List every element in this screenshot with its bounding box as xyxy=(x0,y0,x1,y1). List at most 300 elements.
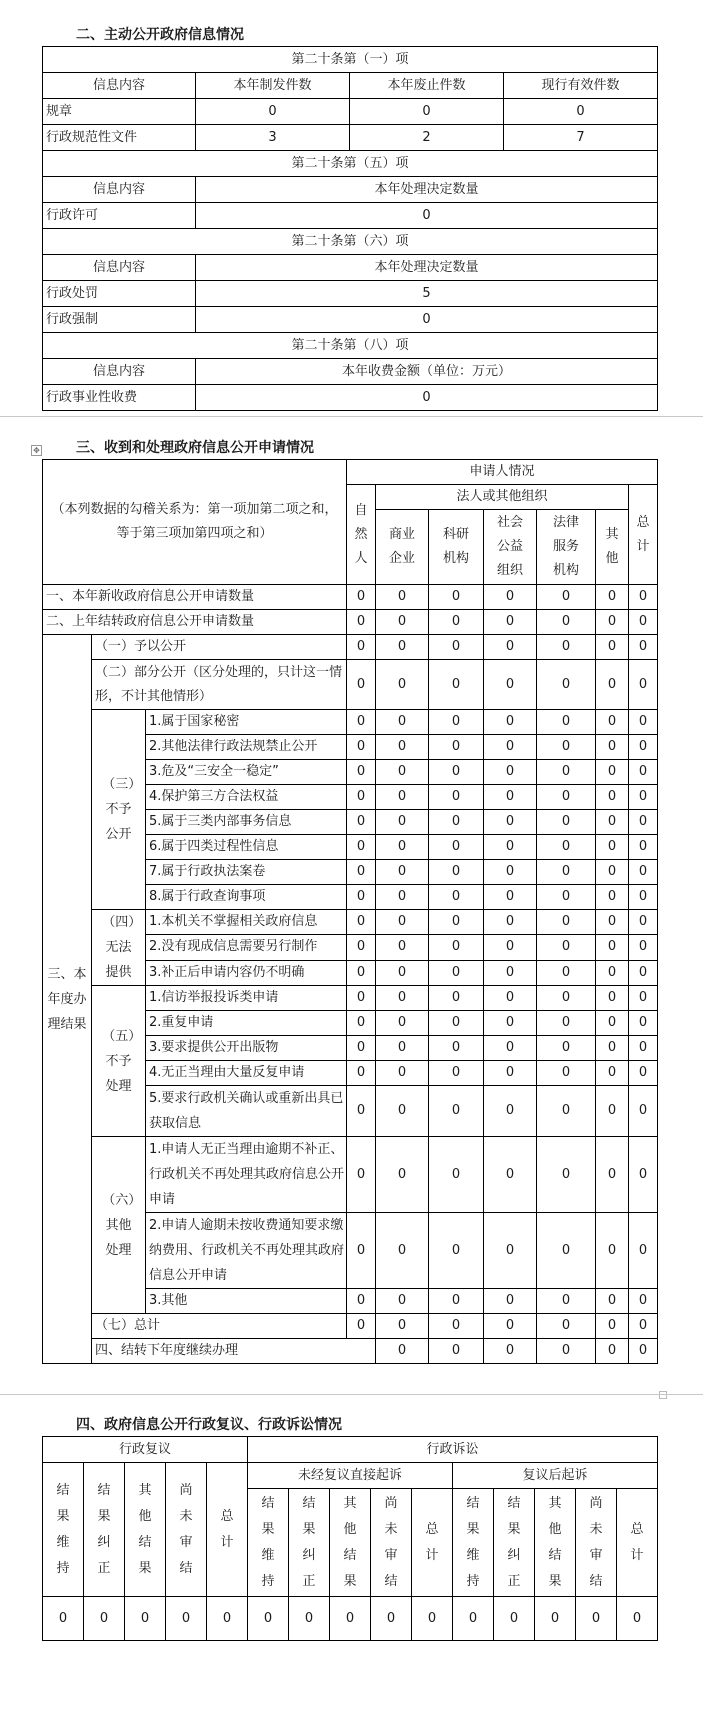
section3-heading: 三、收到和处理政府信息公开申请情况 xyxy=(76,440,314,456)
value-cell: 0 xyxy=(596,1011,629,1036)
value-cell: 0 xyxy=(596,885,629,910)
value-cell: 0 xyxy=(537,760,596,785)
value-cell: 0 xyxy=(484,1036,537,1061)
column-header: 信息内容 xyxy=(43,255,196,281)
row-label: 3.危及“三安全一稳定” xyxy=(146,760,347,785)
table-row xyxy=(43,610,658,635)
value-cell: 0 xyxy=(484,1061,537,1086)
value-cell: 0 xyxy=(596,1289,629,1314)
row-label: 4.保护第三方合法权益 xyxy=(146,785,347,810)
subgroup-label: （三）不予公开 xyxy=(92,710,146,910)
value-cell: 0 xyxy=(484,1011,537,1036)
value-cell: 0 xyxy=(596,1339,629,1364)
value-cell: 0 xyxy=(629,1011,658,1036)
value-cell: 0 xyxy=(484,1137,537,1213)
column-header: 其他结果 xyxy=(535,1489,576,1597)
page-break xyxy=(0,1394,703,1395)
value-cell: 0 xyxy=(429,1061,484,1086)
value-cell: 0 xyxy=(484,760,537,785)
value-cell: 0 xyxy=(347,910,376,935)
value-cell: 0 xyxy=(429,835,484,860)
value-cell: 0 xyxy=(84,1597,125,1641)
value-cell: 0 xyxy=(537,1011,596,1036)
header-row xyxy=(43,73,658,99)
value-cell: 0 xyxy=(537,860,596,885)
row-label: 1.信访举报投诉类申请 xyxy=(146,986,347,1011)
value-cell: 0 xyxy=(484,1339,537,1364)
column-header: 行政诉讼 xyxy=(248,1437,658,1463)
value-cell: 0 xyxy=(125,1597,166,1641)
value-cell: 0 xyxy=(429,910,484,935)
row-label: 行政强制 xyxy=(43,307,196,333)
value-cell: 0 xyxy=(596,1086,629,1137)
value-cell: 0 xyxy=(429,860,484,885)
article-title: 第二十条第（五）项 xyxy=(43,151,658,177)
value-cell: 0 xyxy=(494,1597,535,1641)
value-cell: 0 xyxy=(484,735,537,760)
value-cell: 0 xyxy=(484,910,537,935)
group-label: 三、本年度办理结果 xyxy=(43,635,92,1364)
value-cell: 0 xyxy=(347,885,376,910)
column-header: 结果纠正 xyxy=(494,1489,535,1597)
column-header: 信息内容 xyxy=(43,359,196,385)
row-label: 行政许可 xyxy=(43,203,196,229)
table-row xyxy=(43,1137,658,1213)
column-header: 现行有效件数 xyxy=(504,73,658,99)
value-cell: 0 xyxy=(537,1213,596,1289)
column-header: 信息内容 xyxy=(43,73,196,99)
value-cell: 0 xyxy=(596,585,629,610)
table-row xyxy=(43,99,658,125)
section2-heading: 二、主动公开政府信息情况 xyxy=(76,27,244,43)
article-title: 第二十条第（八）项 xyxy=(43,333,658,359)
row-label: 一、本年新收政府信息公开申请数量 xyxy=(43,585,347,610)
column-header: 申请人情况 xyxy=(347,460,658,485)
value-cell: 0 xyxy=(376,860,429,885)
value-cell: 0 xyxy=(537,810,596,835)
value-cell: 0 xyxy=(537,1061,596,1086)
value-cell: 0 xyxy=(429,960,484,985)
value-cell: 0 xyxy=(347,635,376,660)
row-label: 行政事业性收费 xyxy=(43,385,196,411)
table-row xyxy=(43,660,658,710)
value-cell: 0 xyxy=(347,1061,376,1086)
value-cell: 2 xyxy=(350,125,504,151)
value-cell: 0 xyxy=(484,960,537,985)
value-cell: 0 xyxy=(629,835,658,860)
value-cell: 0 xyxy=(429,610,484,635)
value-cell: 0 xyxy=(429,785,484,810)
row-label: 3.其他 xyxy=(146,1289,347,1314)
value-cell: 0 xyxy=(617,1597,658,1641)
value-cell: 0 xyxy=(289,1597,330,1641)
value-cell: 0 xyxy=(248,1597,289,1641)
value-cell: 0 xyxy=(596,935,629,960)
value-cell: 0 xyxy=(484,986,537,1011)
value-cell: 0 xyxy=(376,660,429,710)
application-handling-table xyxy=(42,459,658,1364)
value-cell: 0 xyxy=(376,785,429,810)
value-cell: 0 xyxy=(376,1011,429,1036)
value-cell: 5 xyxy=(196,281,658,307)
value-cell: 0 xyxy=(347,860,376,885)
value-cell: 0 xyxy=(376,710,429,735)
value-cell: 0 xyxy=(376,885,429,910)
table-move-handle-icon[interactable]: ✥ xyxy=(31,445,42,456)
value-cell: 0 xyxy=(429,660,484,710)
value-cell: 0 xyxy=(537,585,596,610)
value-cell: 0 xyxy=(629,1137,658,1213)
column-header: 结果维持 xyxy=(453,1489,494,1597)
value-cell: 0 xyxy=(196,307,658,333)
table-row xyxy=(43,307,658,333)
row-label: 规章 xyxy=(43,99,196,125)
value-cell: 0 xyxy=(347,1137,376,1213)
value-cell: 0 xyxy=(484,585,537,610)
row-label: 5.属于三类内部事务信息 xyxy=(146,810,347,835)
value-cell: 0 xyxy=(347,760,376,785)
column-header: 复议后起诉 xyxy=(453,1463,658,1489)
table-row xyxy=(43,585,658,610)
row-label: （二）部分公开（区分处理的，只计这一情形，不计其他情形） xyxy=(92,660,347,710)
value-cell: 0 xyxy=(376,735,429,760)
value-cell: 0 xyxy=(196,99,350,125)
column-header: 科研机构 xyxy=(429,510,484,585)
value-cell: 0 xyxy=(629,810,658,835)
value-cell: 0 xyxy=(453,1597,494,1641)
table-row xyxy=(43,710,658,735)
value-cell: 0 xyxy=(537,710,596,735)
value-cell: 0 xyxy=(166,1597,207,1641)
table-row xyxy=(43,1597,658,1641)
value-cell: 0 xyxy=(596,710,629,735)
value-cell: 0 xyxy=(429,635,484,660)
row-label: 2.没有现成信息需要另行制作 xyxy=(146,935,347,960)
value-cell: 0 xyxy=(376,986,429,1011)
value-cell: 0 xyxy=(376,935,429,960)
value-cell: 0 xyxy=(596,1061,629,1086)
value-cell: 0 xyxy=(596,1213,629,1289)
value-cell: 0 xyxy=(629,960,658,985)
value-cell: 0 xyxy=(537,960,596,985)
value-cell: 0 xyxy=(429,1339,484,1364)
row-label: 3.补正后申请内容仍不明确 xyxy=(146,960,347,985)
table-row xyxy=(43,125,658,151)
value-cell: 0 xyxy=(196,385,658,411)
value-cell: 0 xyxy=(537,1137,596,1213)
value-cell: 0 xyxy=(350,99,504,125)
page-break xyxy=(0,416,703,417)
value-cell: 0 xyxy=(376,1213,429,1289)
value-cell: 0 xyxy=(347,960,376,985)
value-cell: 0 xyxy=(537,1289,596,1314)
value-cell: 0 xyxy=(376,960,429,985)
value-cell: 0 xyxy=(347,785,376,810)
value-cell: 0 xyxy=(596,1036,629,1061)
row-label: 1.本机关不掌握相关政府信息 xyxy=(146,910,347,935)
row-label: 5.要求行政机关确认或重新出具已获取信息 xyxy=(146,1086,347,1137)
column-header: 其他结果 xyxy=(330,1489,371,1597)
value-cell: 0 xyxy=(376,1339,429,1364)
value-cell: 0 xyxy=(429,710,484,735)
column-header: 尚未审结 xyxy=(371,1489,412,1597)
value-cell: 0 xyxy=(537,910,596,935)
table-row xyxy=(43,385,658,411)
article-title: 第二十条第（六）项 xyxy=(43,229,658,255)
value-cell: 0 xyxy=(376,1086,429,1137)
column-header: 本年处理决定数量 xyxy=(196,177,658,203)
value-cell: 0 xyxy=(629,635,658,660)
value-cell: 0 xyxy=(537,935,596,960)
value-cell: 0 xyxy=(537,635,596,660)
value-cell: 0 xyxy=(629,860,658,885)
value-cell: 0 xyxy=(347,735,376,760)
column-header: 本年废止件数 xyxy=(350,73,504,99)
value-cell: 0 xyxy=(347,986,376,1011)
value-cell: 0 xyxy=(371,1597,412,1641)
value-cell: 0 xyxy=(484,1289,537,1314)
row-label: 8.属于行政查询事项 xyxy=(146,885,347,910)
table-row xyxy=(43,1339,658,1364)
value-cell: 0 xyxy=(537,785,596,810)
value-cell: 0 xyxy=(596,810,629,835)
value-cell: 0 xyxy=(429,1086,484,1137)
review-litigation-table xyxy=(42,1436,658,1641)
header-row xyxy=(43,359,658,385)
row-label: （七）总计 xyxy=(92,1314,347,1339)
section4-heading: 四、政府信息公开行政复议、行政诉讼情况 xyxy=(76,1417,342,1433)
value-cell: 0 xyxy=(484,635,537,660)
value-cell: 0 xyxy=(196,203,658,229)
value-cell: 0 xyxy=(376,810,429,835)
table-row xyxy=(43,1314,658,1339)
column-header: 商业企业 xyxy=(376,510,429,585)
value-cell: 0 xyxy=(537,610,596,635)
value-cell: 0 xyxy=(484,1213,537,1289)
value-cell: 0 xyxy=(429,1137,484,1213)
value-cell: 0 xyxy=(376,1137,429,1213)
row-label: 3.要求提供公开出版物 xyxy=(146,1036,347,1061)
value-cell: 0 xyxy=(596,635,629,660)
value-cell: 0 xyxy=(576,1597,617,1641)
row-label: 四、结转下年度继续办理 xyxy=(92,1339,376,1364)
column-header: 行政复议 xyxy=(43,1437,248,1463)
value-cell: 0 xyxy=(429,1314,484,1339)
value-cell: 0 xyxy=(596,960,629,985)
value-cell: 0 xyxy=(537,885,596,910)
column-header: 结果维持 xyxy=(43,1463,84,1597)
column-header: 自然人 xyxy=(347,485,376,585)
column-header: 本年制发件数 xyxy=(196,73,350,99)
value-cell: 7 xyxy=(504,125,658,151)
value-cell: 0 xyxy=(347,610,376,635)
row-label: 2.重复申请 xyxy=(146,1011,347,1036)
value-cell: 0 xyxy=(629,1061,658,1086)
value-cell: 0 xyxy=(429,1036,484,1061)
row-label: 4.无正当理由大量反复申请 xyxy=(146,1061,347,1086)
article-title: 第二十条第（一）项 xyxy=(43,47,658,73)
value-cell: 0 xyxy=(484,1086,537,1137)
value-cell: 0 xyxy=(376,1061,429,1086)
value-cell: 0 xyxy=(629,1036,658,1061)
value-cell: 0 xyxy=(596,835,629,860)
value-cell: 0 xyxy=(330,1597,371,1641)
value-cell: 0 xyxy=(629,986,658,1011)
column-header: 尚未审结 xyxy=(166,1463,207,1597)
value-cell: 0 xyxy=(484,885,537,910)
value-cell: 0 xyxy=(429,810,484,835)
column-header: 结果维持 xyxy=(248,1489,289,1597)
value-cell: 0 xyxy=(376,585,429,610)
column-header: 本年收费金额（单位：万元） xyxy=(196,359,658,385)
value-cell: 0 xyxy=(629,935,658,960)
value-cell: 0 xyxy=(484,935,537,960)
data-relation-note: （本列数据的勾稽关系为：第一项加第二项之和，等于第三项加第四项之和） xyxy=(43,460,347,585)
header-row xyxy=(43,1437,658,1463)
value-cell: 0 xyxy=(484,1314,537,1339)
value-cell: 0 xyxy=(629,660,658,710)
value-cell: 0 xyxy=(376,635,429,660)
column-header: 总计 xyxy=(207,1463,248,1597)
value-cell: 0 xyxy=(596,1314,629,1339)
table-row xyxy=(43,910,658,935)
value-cell: 0 xyxy=(596,610,629,635)
column-header: 总计 xyxy=(412,1489,453,1597)
row-label: 1.属于国家秘密 xyxy=(146,710,347,735)
value-cell: 0 xyxy=(629,1339,658,1364)
column-header: 尚未审结 xyxy=(576,1489,617,1597)
value-cell: 0 xyxy=(596,760,629,785)
value-cell: 0 xyxy=(484,860,537,885)
column-header: 结果纠正 xyxy=(84,1463,125,1597)
row-label: 6.属于四类过程性信息 xyxy=(146,835,347,860)
header-row xyxy=(43,460,658,485)
subgroup-label: （五）不予处理 xyxy=(92,986,146,1137)
value-cell: 0 xyxy=(347,1289,376,1314)
value-cell: 0 xyxy=(347,585,376,610)
value-cell: 0 xyxy=(596,910,629,935)
table-row xyxy=(43,281,658,307)
row-label: 行政处罚 xyxy=(43,281,196,307)
column-header: 其他 xyxy=(596,510,629,585)
value-cell: 0 xyxy=(629,710,658,735)
proactive-disclosure-table xyxy=(42,46,658,411)
column-header: 本年处理决定数量 xyxy=(196,255,658,281)
value-cell: 0 xyxy=(537,1339,596,1364)
value-cell: 0 xyxy=(596,735,629,760)
value-cell: 0 xyxy=(537,1036,596,1061)
header-row xyxy=(43,1463,658,1489)
column-header: 总计 xyxy=(617,1489,658,1597)
column-header: 总计 xyxy=(629,485,658,585)
value-cell: 0 xyxy=(347,935,376,960)
value-cell: 0 xyxy=(429,1213,484,1289)
row-label: 行政规范性文件 xyxy=(43,125,196,151)
column-header: 社会公益组织 xyxy=(484,510,537,585)
row-label: 2.申请人逾期未按收费通知要求缴纳费用、行政机关不再处理其政府信息公开申请 xyxy=(146,1213,347,1289)
article-title-row xyxy=(43,333,658,359)
value-cell: 0 xyxy=(376,1036,429,1061)
value-cell: 0 xyxy=(537,735,596,760)
value-cell: 0 xyxy=(429,986,484,1011)
value-cell: 0 xyxy=(629,1086,658,1137)
value-cell: 0 xyxy=(629,785,658,810)
value-cell: 0 xyxy=(629,910,658,935)
value-cell: 0 xyxy=(347,835,376,860)
value-cell: 0 xyxy=(347,1213,376,1289)
value-cell: 0 xyxy=(537,835,596,860)
value-cell: 0 xyxy=(43,1597,84,1641)
value-cell: 0 xyxy=(504,99,658,125)
column-header: 其他结果 xyxy=(125,1463,166,1597)
value-cell: 0 xyxy=(629,585,658,610)
value-cell: 0 xyxy=(347,1314,376,1339)
value-cell: 0 xyxy=(537,1314,596,1339)
column-header: 法律服务机构 xyxy=(537,510,596,585)
value-cell: 0 xyxy=(537,660,596,710)
value-cell: 0 xyxy=(484,610,537,635)
value-cell: 0 xyxy=(429,1289,484,1314)
value-cell: 0 xyxy=(629,1289,658,1314)
value-cell: 0 xyxy=(347,1086,376,1137)
article-title-row xyxy=(43,151,658,177)
value-cell: 0 xyxy=(596,660,629,710)
value-cell: 0 xyxy=(629,735,658,760)
value-cell: 0 xyxy=(347,1036,376,1061)
header-row xyxy=(43,177,658,203)
value-cell: 0 xyxy=(596,986,629,1011)
column-header: 结果纠正 xyxy=(289,1489,330,1597)
column-header: 法人或其他组织 xyxy=(376,485,629,510)
row-label: 7.属于行政执法案卷 xyxy=(146,860,347,885)
row-label: 2.其他法律行政法规禁止公开 xyxy=(146,735,347,760)
article-title-row xyxy=(43,47,658,73)
value-cell: 0 xyxy=(376,835,429,860)
value-cell: 0 xyxy=(629,1314,658,1339)
value-cell: 0 xyxy=(596,785,629,810)
value-cell: 0 xyxy=(484,785,537,810)
value-cell: 0 xyxy=(429,735,484,760)
value-cell: 0 xyxy=(347,710,376,735)
value-cell: 0 xyxy=(412,1597,453,1641)
value-cell: 0 xyxy=(484,810,537,835)
value-cell: 0 xyxy=(484,660,537,710)
value-cell: 0 xyxy=(429,885,484,910)
header-row xyxy=(43,255,658,281)
table-resize-handle-icon[interactable] xyxy=(659,1391,667,1399)
value-cell: 0 xyxy=(596,860,629,885)
value-cell: 0 xyxy=(429,585,484,610)
value-cell: 0 xyxy=(429,760,484,785)
table-row xyxy=(43,203,658,229)
value-cell: 0 xyxy=(207,1597,248,1641)
value-cell: 0 xyxy=(376,1314,429,1339)
value-cell: 0 xyxy=(429,935,484,960)
table-row xyxy=(43,635,658,660)
value-cell: 0 xyxy=(376,910,429,935)
subgroup-label: （六）其他处理 xyxy=(92,1137,146,1314)
value-cell: 0 xyxy=(376,1289,429,1314)
value-cell: 0 xyxy=(629,760,658,785)
row-label: 二、上年结转政府信息公开申请数量 xyxy=(43,610,347,635)
value-cell: 3 xyxy=(196,125,350,151)
table-row xyxy=(43,986,658,1011)
column-header: 信息内容 xyxy=(43,177,196,203)
article-title-row xyxy=(43,229,658,255)
value-cell: 0 xyxy=(376,610,429,635)
value-cell: 0 xyxy=(629,610,658,635)
value-cell: 0 xyxy=(429,1011,484,1036)
